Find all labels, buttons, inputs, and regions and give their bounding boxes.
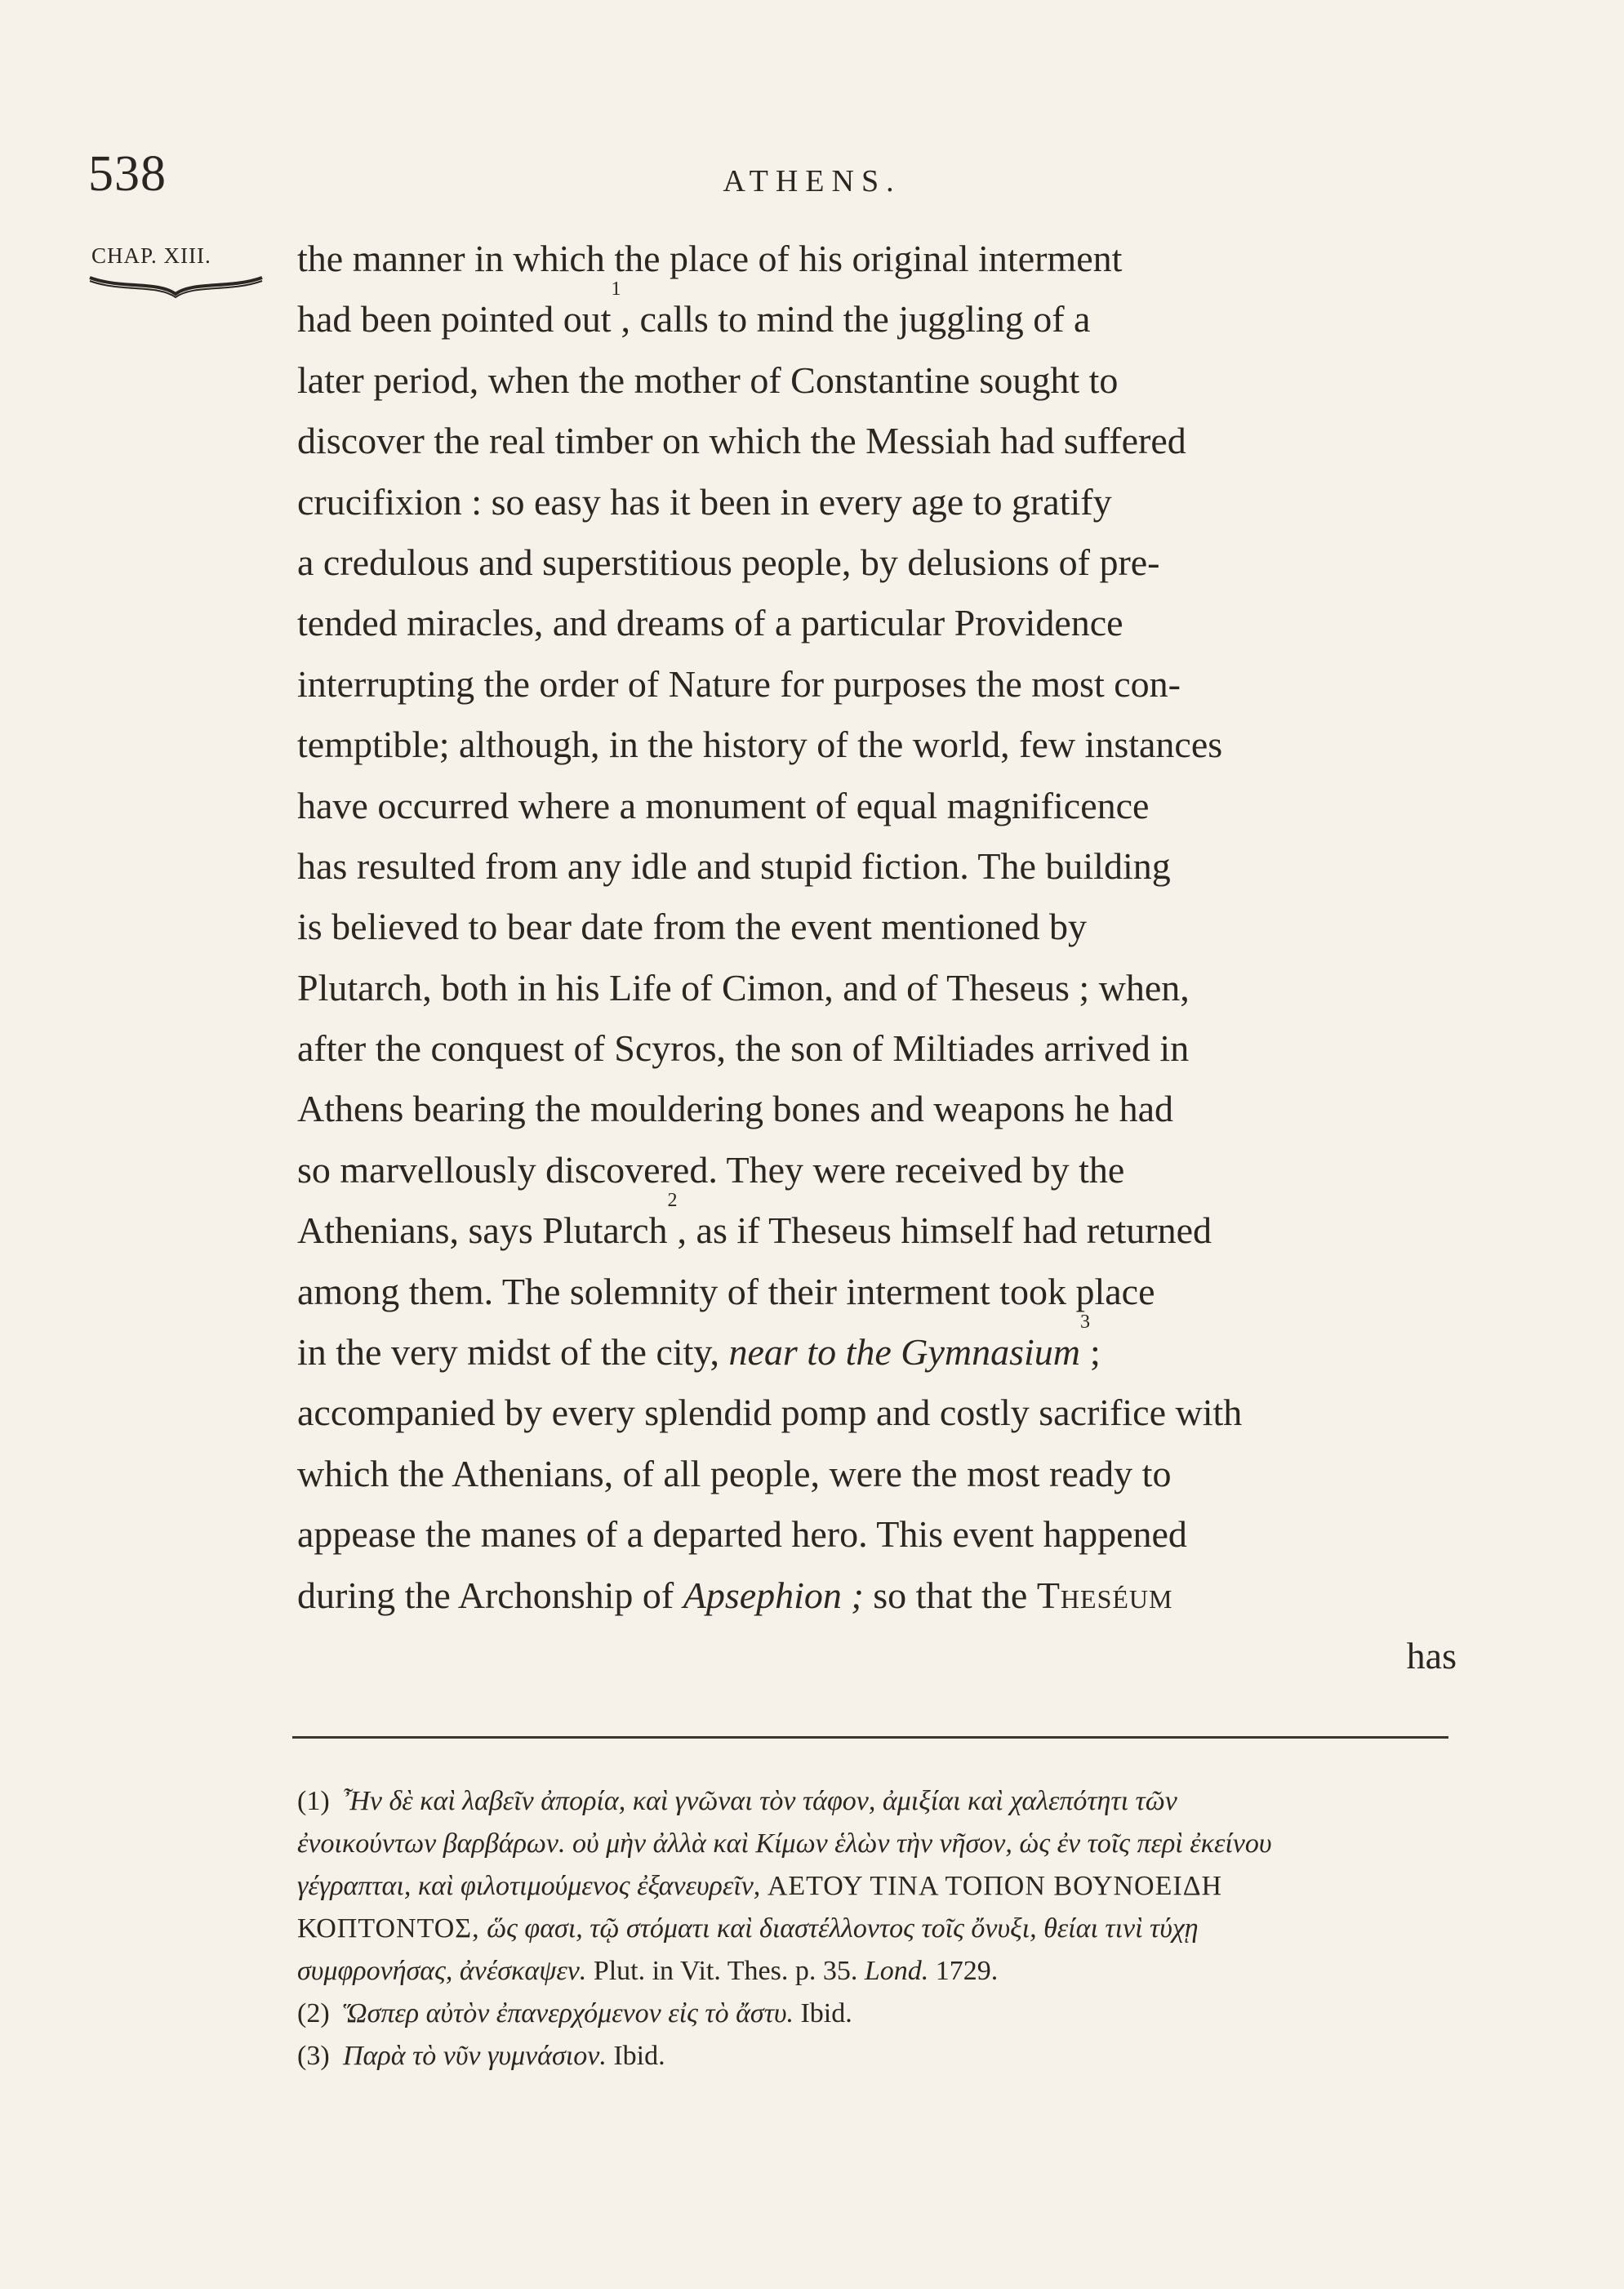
running-title: ATHENS.	[723, 164, 901, 198]
text-line: crucifixion : so easy has it been in every age to gratify	[297, 480, 1112, 523]
text-line: Athens bearing the mouldering bones and weapons he had	[297, 1088, 1174, 1130]
footnote-line: ΚΟΠΤΟΝΤΟΣ, ὥς φασι, τῷ στόματι καὶ διαστέλλοντος τοῖς ὄνυξι, θείαι τινὶ τύχῃ	[297, 1913, 1199, 1944]
footnote-1: (1) Ἦν δὲ καὶ λαβεῖν ἀπορία, καὶ γνῶναι τὸν τάφον, ἀμιξίαι καὶ χαλεπότητι τῶν	[297, 1780, 1457, 1823]
text-line: among them. The solemnity of their interment took place	[297, 1270, 1155, 1312]
text-line: later period, when the mother of Constantine sought to	[297, 358, 1119, 401]
footnote-ref: 2	[667, 1190, 678, 1212]
text-line: is believed to bear date from the event mentioned by	[297, 906, 1087, 948]
text-line: accompanied by every splendid pomp and costly sacrifice with	[297, 1392, 1243, 1434]
brace-ornament	[88, 271, 264, 304]
small-caps-term: Theséum	[1036, 1574, 1173, 1616]
footnote-ref: 3	[1080, 1311, 1091, 1334]
text-line: during the Archonship of Apsephion ; so that the Theséum	[297, 1565, 1457, 1626]
text-line: interrupting the order of Nature for purposes the most con-	[297, 662, 1181, 705]
text-line: Athenians, says Plutarch 2 , as if Theseus himself had returned	[297, 1200, 1457, 1261]
body-text	[297, 229, 1457, 1686]
footnote-number: (2)	[297, 1998, 330, 2028]
text-line: the manner in which the place of his original interment	[297, 238, 1123, 279]
italic-name: Apsephion ;	[683, 1574, 864, 1616]
footnote-line: ἐνοικούντων βαρβάρων. οὐ μὴν ἀλλὰ καὶ Κίμων ἑλὼν τὴν νῆσον, ὡς ἐν τοῖς περὶ ἐκείνου	[297, 1828, 1272, 1859]
footnote-number: (1)	[297, 1786, 330, 1816]
text-line: temptible; although, in the history of the world, few instances	[297, 724, 1223, 766]
italic-phrase: near to the Gymnasium	[728, 1331, 1081, 1374]
text-line: which the Athenians, of all people, were the most ready to	[297, 1452, 1172, 1494]
text-line: discover the real timber on which the Messiah had suffered	[297, 420, 1186, 462]
text-line: a credulous and superstitious people, by delusions of pre-	[297, 541, 1160, 583]
text-line: have occurred where a monument of equal magnificence	[297, 784, 1150, 826]
footnotes	[297, 1780, 1457, 2077]
footnote-number: (3)	[297, 2041, 330, 2071]
text-line: Plutarch, both in his Life of Cimon, and of Theseus ; when,	[297, 966, 1190, 1009]
text-line: tended miracles, and dreams of a particular Providence	[297, 602, 1123, 644]
footnote-2: (2) Ὥσπερ αὐτὸν ἐπανερχόμενον εἰς τὸ ἄστυ. Ibid.	[297, 1993, 1457, 2035]
text-line: so marvellously discovered. They were received by the	[297, 1148, 1125, 1191]
page-number: 538	[88, 146, 167, 202]
footnote-3: (3) Παρὰ τὸ νῦν γυμνάσιον. Ibid.	[297, 2035, 1457, 2077]
footnote-line: γέγραπται, καὶ φιλοτιμούμενος ἐξανευρεῖν, ΑΕΤΟΥ ΤΙΝΑ ΤΟΠΟΝ ΒΟΥΝΟΕΙΔΗ	[297, 1871, 1223, 1901]
text-line: had been pointed out 1 , calls to mind the juggling of a	[297, 289, 1457, 350]
catchword: has	[1406, 1634, 1457, 1677]
footnote-ref: 1	[611, 278, 621, 301]
footnote-rule	[292, 1736, 1448, 1739]
text-line: appease the manes of a departed hero. This event happened	[297, 1513, 1187, 1556]
text-line: after the conquest of Scyros, the son of Miltiades arrived in	[297, 1027, 1190, 1070]
text-line: in the very midst of the city, near to the Gymnasium 3 ;	[297, 1322, 1457, 1383]
footnote-line: συμφρονήσας, ἀνέσκαψεν. Plut. in Vit. Thes. p. 35. Lond. 1729.	[297, 1956, 999, 1986]
text-line: has resulted from any idle and stupid fiction. The building	[297, 844, 1171, 887]
chapter-marker: CHAP. XIII.	[91, 243, 211, 268]
